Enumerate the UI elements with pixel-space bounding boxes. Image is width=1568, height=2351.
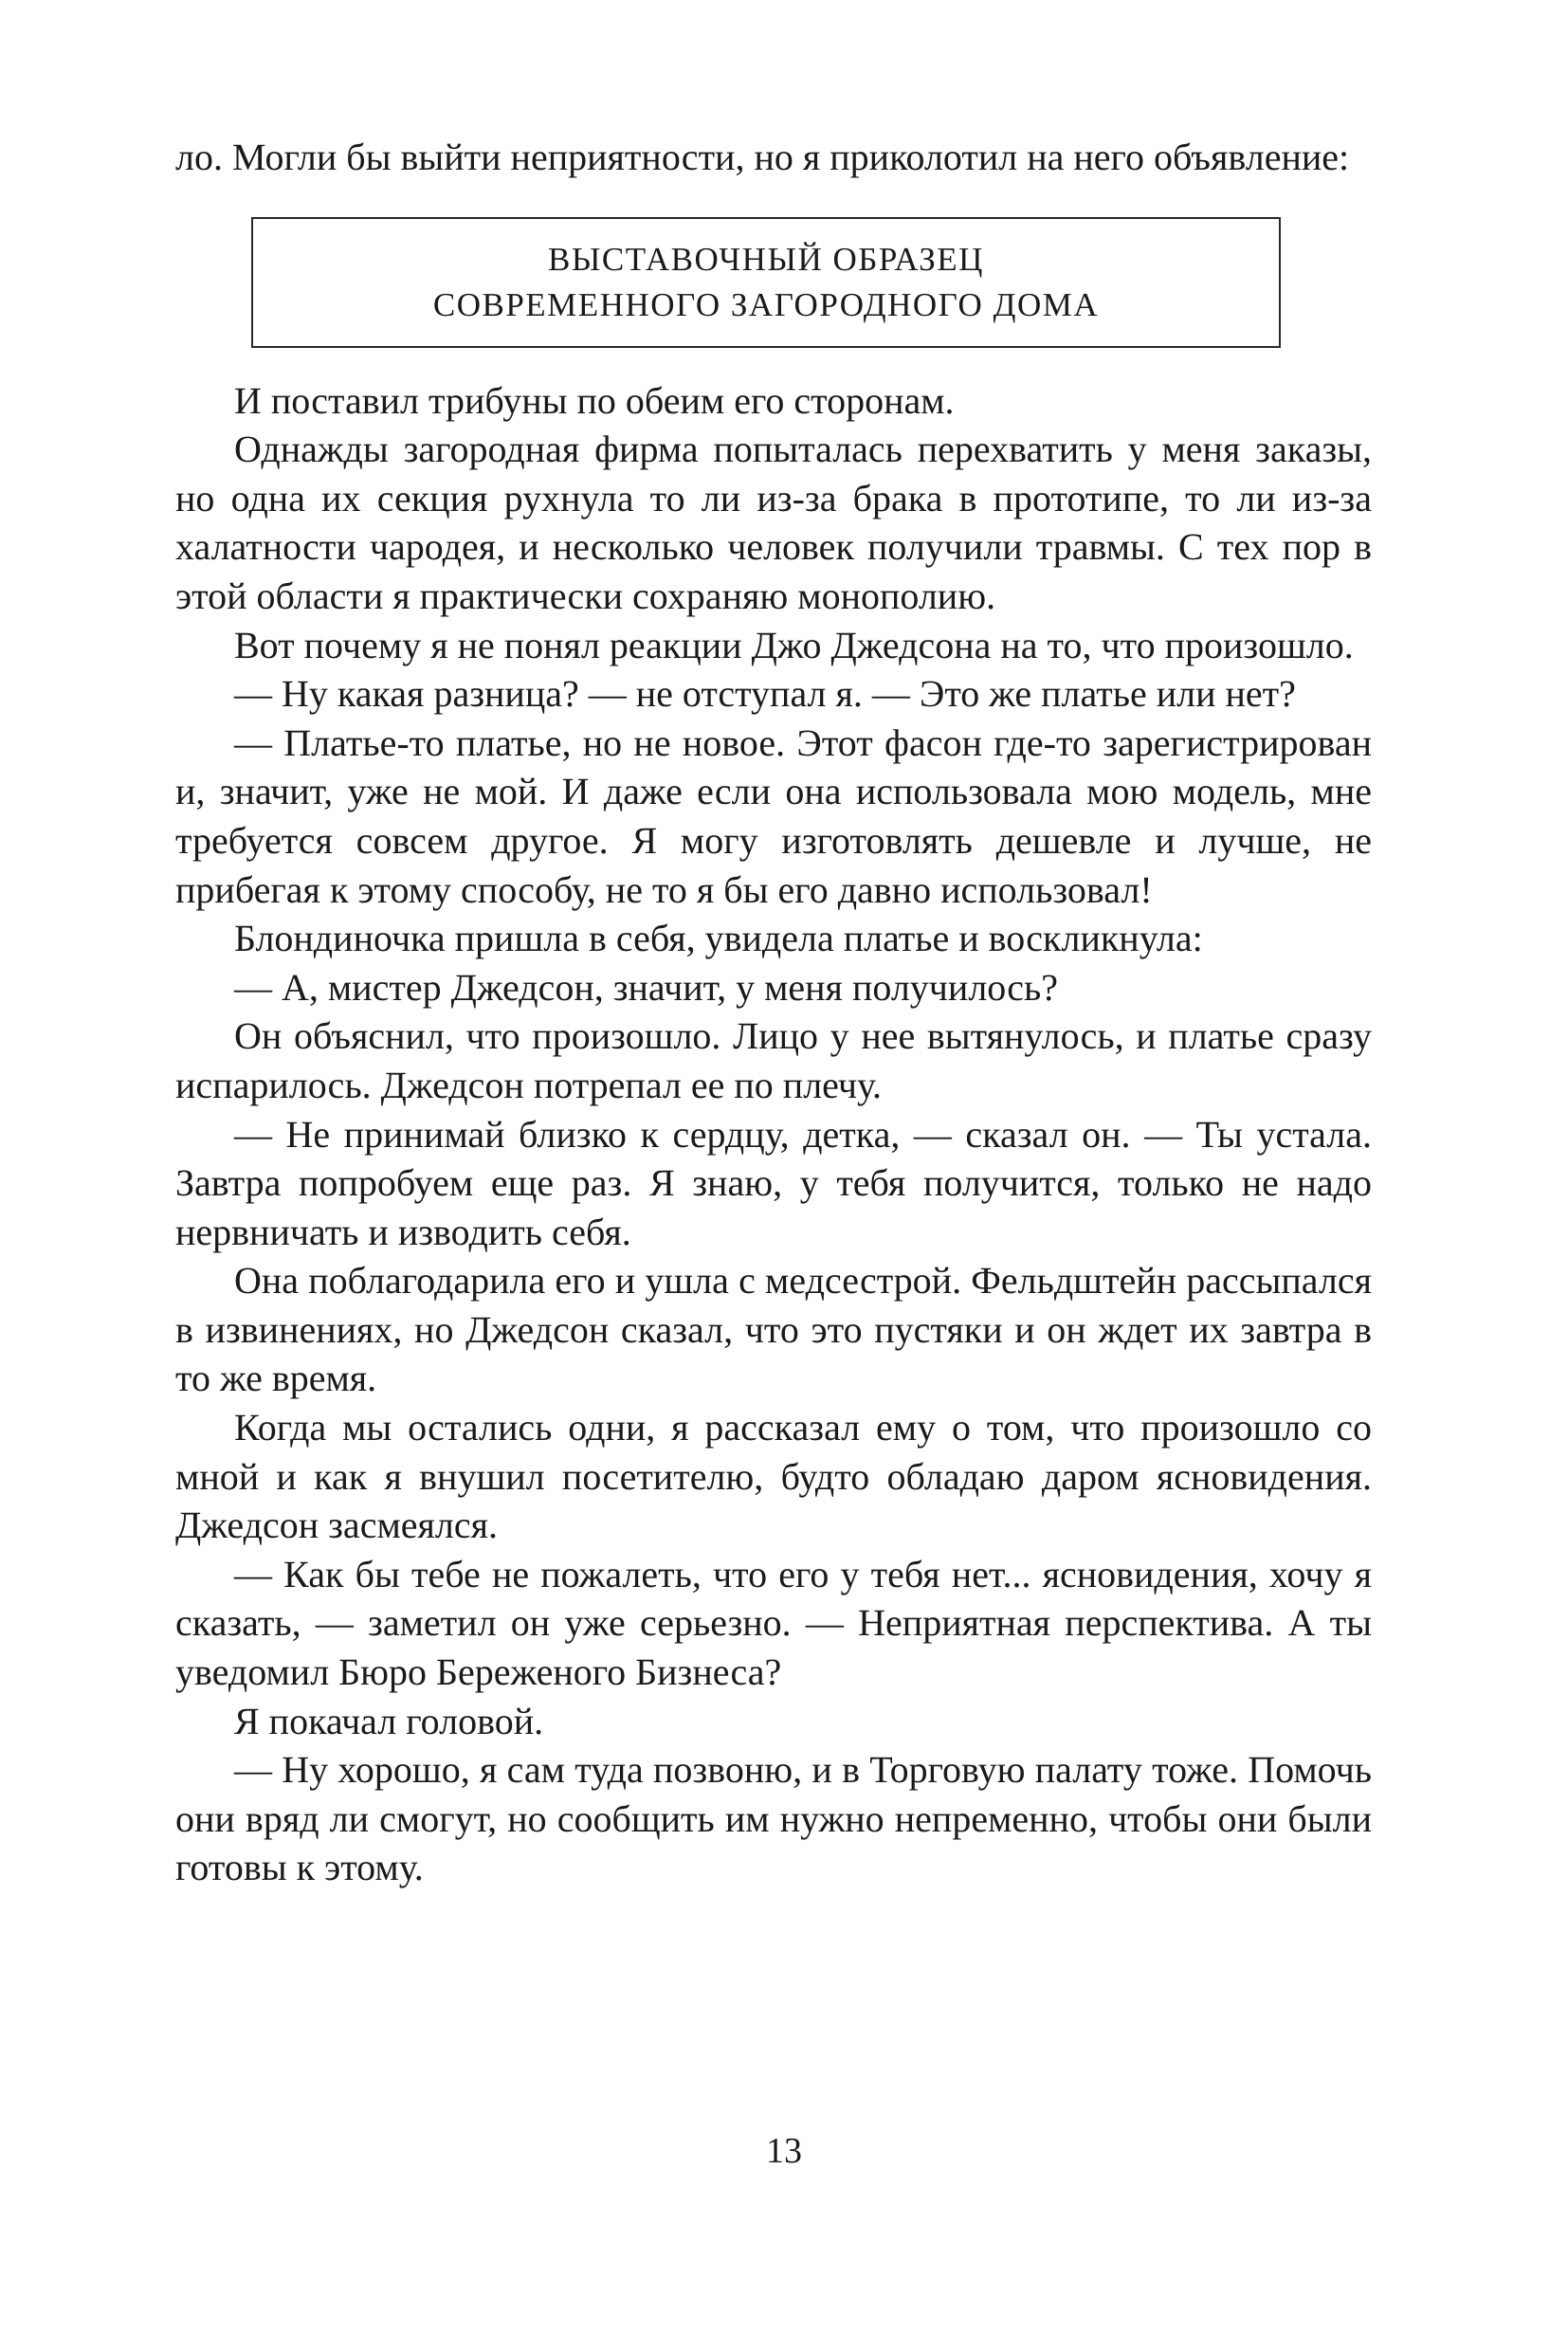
paragraph: — Не принимай близко к сердцу, детка, — сказал он. — Ты устала. Завтра попробуем еще раз. Я знаю, у тебя получится, только не надо нервничать и изводить себя. [175, 1112, 1372, 1253]
paragraph: Она поблагодарила его и ушла с медсестрой. Фельдштейн рассыпался в извинениях, но Джедсон сказал, что это пустяки и он ждет их завтра в то же время. [175, 1259, 1372, 1400]
paragraph: Он объяснил, что произошло. Лицо у нее вытянулось, и платье сразу испарилось. Джедсон потрепал ее по плечу. [175, 1014, 1372, 1106]
paragraph: Когда мы остались одни, я рассказал ему о том, что произошло со мной и как я внушил посетителю, будто обладаю даром ясновидения. Джедсон засмеялся. [175, 1406, 1372, 1547]
sign-line-2: СОВРЕМЕННОГО ЗАГОРОДНОГО ДОМА [432, 285, 1100, 323]
text-block [175, 133, 1372, 1892]
sign-box [251, 217, 1281, 348]
paragraph: — Ну какая разница? — не отступал я. — Это же платье или нет? [234, 672, 1296, 716]
paragraph: Блондиночка пришла в себя, увидела платье и воскликнула: [234, 917, 1203, 960]
paragraph: — Платье-то платье, но не новое. Этот фасон где-то зарегистрирован и, значит, уже не мой. И даже если она использовала мою модель, мне требуется совсем другое. Я могу изготовлять дешевле и лучше, не прибегая к этому способу, не то я бы его давно использовал! [175, 720, 1372, 911]
page-number: 13 [766, 2131, 802, 2171]
paragraph: И поставил трибуны по обеим его сторонам. [234, 378, 955, 422]
paragraph: Вот почему я не понял реакции Джо Джедсона на то, что произошло. [234, 623, 1354, 666]
paragraph: Однажды загородная фирма попыталась перехватить у меня заказы, но одна их секция рухнула то ли из-за брака в прототипе, то ли из-за халатности чародея, и несколько человек получили травмы. С тех пор в этой области я практически сохраняю монополию. [175, 428, 1372, 617]
paragraph: — Как бы тебе не пожалеть, что его у тебя нет... ясновидения, хочу я сказать, — заметил он уже серьезно. — Неприятная перспектива. А ты уведомил Бюро Береженого Бизнеса? [175, 1552, 1372, 1694]
paragraph: — А, мистер Джедсон, значит, у меня получилось? [234, 965, 1059, 1009]
paragraph: — Ну хорошо, я сам туда позвоню, и в Торговую палату тоже. Помочь они вряд ли смогут, но сообщить им нужно непременно, чтобы они были готовы к этому. [175, 1748, 1372, 1889]
sign-line-1: ВЫСТАВОЧНЫЙ ОБРАЗЕЦ [548, 240, 984, 278]
intro-paragraph: ло. Могли бы выйти неприятности, но я приколотил на него объявление: [175, 136, 1350, 178]
paragraph: Я покачал головой. [234, 1699, 544, 1742]
